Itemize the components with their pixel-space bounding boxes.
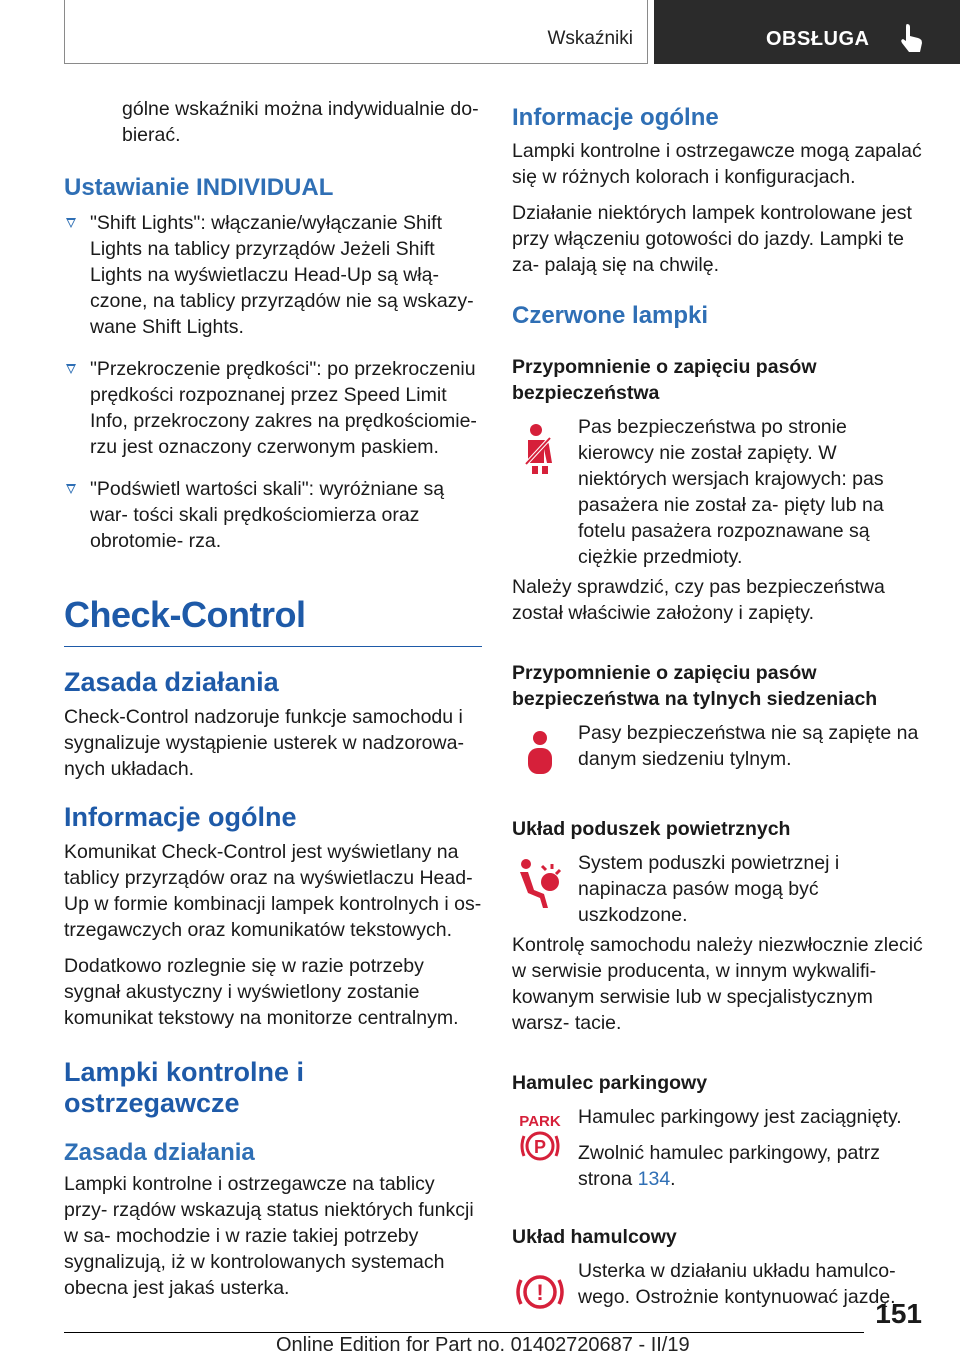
list-item-text: "Shift Lights": włączanie/wyłączanie Shift Lights na tablicy przyrządów Jeżeli Shift Lights na wyświetlaczu Head-Up są włą- czone, na tablicy przyrządów nie są wskazy- wane Shift Lights. <box>90 212 474 338</box>
subheading-poduszki: Układ poduszek powietrznych <box>512 818 791 840</box>
bullet-triangle-icon <box>66 218 76 228</box>
svg-text:!: ! <box>536 1280 544 1305</box>
heading-informacje: Informacje ogólne <box>512 104 719 131</box>
list-item <box>64 476 482 554</box>
list-item-text: "Przekroczenie prędkości": po przekroczeniu prędkości rozpoznanej przez Speed Limit Info, przekroczony zakres na prędkościomie- rzu jest oznaczony czerwonym paskiem. <box>90 358 477 458</box>
subheading-pasy-tyl: Przypomnienie o zapięciu pasów bezpieczeństwa na tylnych siedzeniach <box>512 662 878 710</box>
paragraph: Komunikat Check-Control jest wyświetlany na tablicy przyrządów oraz na wyświetlaczu Head- Up w formie kombinacji lampek kontrolnych i os- trzegawczych oraz komunikatów tekstowych. <box>64 841 482 941</box>
seatbelt-icon <box>512 420 568 476</box>
paragraph: Check-Control nadzoruje funkcje samochodu i sygnalizuje wystąpienie usterek w nadzorowa- nych układach. <box>64 706 464 780</box>
subheading-hamulec-parkingowy: Hamulec parkingowy <box>512 1072 708 1094</box>
heading-zasada: Zasada działania <box>64 667 279 697</box>
rear-seatbelt-icon <box>512 726 568 782</box>
paragraph: Należy sprawdzić, czy pas bezpieczeństwa został właściwie założony i zapięty. <box>512 576 885 624</box>
warning-entry <box>512 1104 928 1192</box>
section-title: Wskaźniki <box>547 28 633 49</box>
warning-entry <box>512 720 928 792</box>
heading-informacje: Informacje ogólne <box>64 802 297 832</box>
svg-text:PARK: PARK <box>519 1113 561 1130</box>
paragraph: System poduszki powietrznej i napinacza pasów mogą być uszkodzone. <box>578 852 840 926</box>
paragraph: Pasy bezpieczeństwa nie są zapięte na danym siedzeniu tylnym. <box>578 722 919 770</box>
pointing-hand-icon <box>897 22 925 54</box>
bullet-triangle-icon <box>66 364 76 374</box>
left-column <box>64 96 482 1301</box>
paragraph: Usterka w działaniu układu hamulco- wego. Ostrożnie kontynuować jazdę. <box>578 1260 896 1308</box>
warning-entry <box>512 1258 928 1330</box>
heading-zasada-sub: Zasada działania <box>64 1139 255 1166</box>
paragraph: Lampki kontrolne i ostrzegawcze na tablicy przy- rządów wskazują status niektórych funkcji w sa- mochodzie i w razie takiej potrzeby sygnalizują, iż w kontrolowanych systemach obecna jest jakaś usterka. <box>64 1173 474 1299</box>
edition-text: Online Edition for Part no. 01402720687 - II/19 <box>276 1334 690 1356</box>
continued-paragraph: gólne wskaźniki można indywidualnie do- bierać. <box>122 98 479 146</box>
paragraph: Kontrolę samochodu należy niezwłocznie zlecić w serwisie producenta, w innym wykwalifi- kowanym serwisie lub w specjalistycznym warsz- tacie. <box>512 934 923 1034</box>
heading-individual: Ustawianie INDIVIDUAL <box>64 174 334 201</box>
chapter-title: OBSŁUGA <box>766 28 870 50</box>
bullet-triangle-icon <box>66 484 76 494</box>
list-item <box>64 210 482 340</box>
warning-entry <box>512 414 928 570</box>
paragraph: Pas bezpieczeństwa po stronie kierowcy nie został zapięty. W niektórych wersjach krajowych: pas pasażera nie został za- pięty lub na fotelu pasażera rozpoznawane są ciężkie przedmioty. <box>578 416 884 568</box>
paragraph: Hamulec parkingowy jest zaciągnięty. <box>578 1106 902 1128</box>
heading-czerwone: Czerwone lampki <box>512 302 709 329</box>
warning-entry <box>512 850 928 928</box>
page-header <box>64 0 960 66</box>
parking-brake-icon <box>512 1110 568 1166</box>
paragraph: Lampki kontrolne i ostrzegawcze mogą zapalać się w różnych kolorach i konfiguracjach. <box>512 140 922 188</box>
subheading-hamulcowy: Układ hamulcowy <box>512 1226 677 1248</box>
paragraph: Działanie niektórych lampek kontrolowane jest przy włączeniu gotowości do jazdy. Lampki te za- palają się na chwilę. <box>512 202 912 276</box>
airbag-icon <box>512 856 568 912</box>
subheading-pasy: Przypomnienie o zapięciu pasów bezpieczeństwa <box>512 356 817 404</box>
chapter-tab <box>654 0 960 64</box>
footer-rule <box>64 1332 864 1333</box>
section-tab <box>64 0 648 64</box>
svg-text:P: P <box>533 1137 547 1157</box>
heading-rule <box>64 646 482 647</box>
list-item-text: "Podświetl wartości skali": wyróżniane są war- tości skali prędkościomierza oraz obrotomie- rza. <box>90 478 445 552</box>
heading-check-control: Check-Control <box>64 594 306 635</box>
paragraph: Dodatkowo rozlegnie się w razie potrzeby sygnał akustyczny i wyświetlony zostanie komunikat tekstowy na monitorze centralnym. <box>64 955 459 1029</box>
page-number: 151 <box>875 1298 922 1329</box>
page-link[interactable]: 134 <box>637 1168 671 1190</box>
right-column <box>512 96 928 1330</box>
paragraph: Zwolnić hamulec parkingowy, patrz strona 134. <box>578 1142 881 1190</box>
list-item <box>64 356 482 460</box>
brake-warning-icon <box>512 1264 568 1320</box>
heading-lampki: Lampki kontrolne i ostrzegawcze <box>64 1057 305 1118</box>
